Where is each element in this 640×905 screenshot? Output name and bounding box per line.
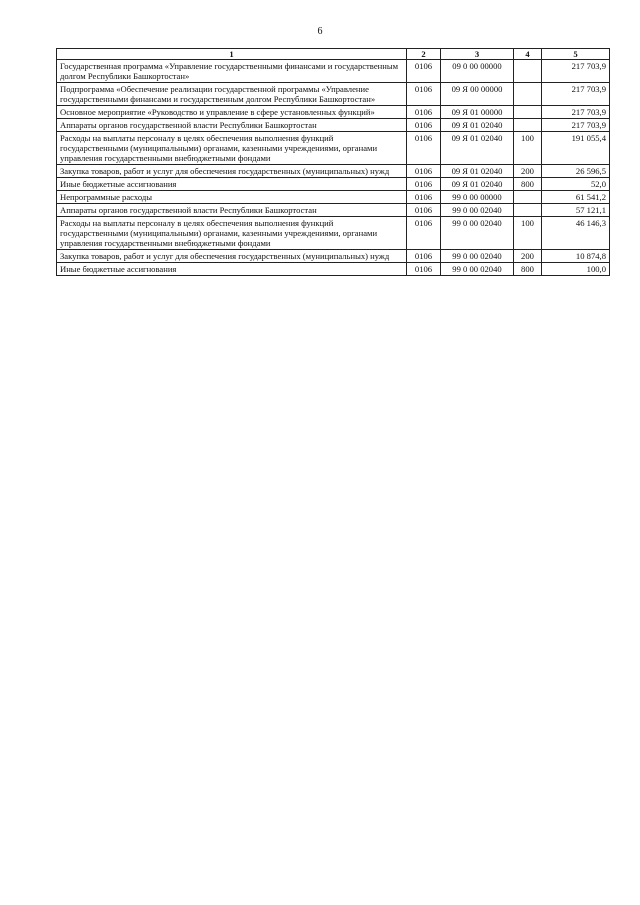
row-amount: 100,0 xyxy=(542,263,610,276)
row-section: 0106 xyxy=(407,132,441,165)
table-row xyxy=(57,132,610,165)
row-code: 99 0 00 00000 xyxy=(441,191,514,204)
row-section: 0106 xyxy=(407,250,441,263)
row-amount: 57 121,1 xyxy=(542,204,610,217)
page-number: 6 xyxy=(317,26,323,37)
table-row xyxy=(57,204,610,217)
row-section: 0106 xyxy=(407,119,441,132)
row-section: 0106 xyxy=(407,83,441,106)
row-section: 0106 xyxy=(407,217,441,250)
row-code: 99 0 00 02040 xyxy=(441,204,514,217)
row-name: Иные бюджетные ассигнования xyxy=(57,178,407,191)
table-row xyxy=(57,106,610,119)
row-name: Аппараты органов государственной власти Республики Башкортостан xyxy=(57,204,407,217)
row-code: 09 Я 01 00000 xyxy=(441,106,514,119)
row-code: 09 Я 01 02040 xyxy=(441,178,514,191)
row-name: Подпрограмма «Обеспечение реализации государственной программы «Управление государственными финансами и государственным долгом Республики Башкортостан» xyxy=(57,83,407,106)
row-amount: 191 055,4 xyxy=(542,132,610,165)
row-type: 800 xyxy=(514,263,542,276)
header-col-3: 3 xyxy=(441,49,514,60)
table-row xyxy=(57,178,610,191)
row-amount: 217 703,9 xyxy=(542,60,610,83)
table-row xyxy=(57,217,610,250)
row-name: Основное мероприятие «Руководство и управление в сфере установленных функций» xyxy=(57,106,407,119)
header-col-4: 4 xyxy=(514,49,542,60)
table-row xyxy=(57,83,610,106)
row-section: 0106 xyxy=(407,204,441,217)
table-row xyxy=(57,165,610,178)
row-code: 99 0 00 02040 xyxy=(441,263,514,276)
row-section: 0106 xyxy=(407,263,441,276)
row-code: 09 0 00 00000 xyxy=(441,60,514,83)
row-code: 09 Я 01 02040 xyxy=(441,132,514,165)
row-section: 0106 xyxy=(407,60,441,83)
row-amount: 61 541,2 xyxy=(542,191,610,204)
row-amount: 217 703,9 xyxy=(542,119,610,132)
row-type: 200 xyxy=(514,165,542,178)
row-code: 99 0 00 02040 xyxy=(441,250,514,263)
row-type xyxy=(514,106,542,119)
row-type xyxy=(514,191,542,204)
row-code: 09 Я 00 00000 xyxy=(441,83,514,106)
table-row xyxy=(57,250,610,263)
row-amount: 46 146,3 xyxy=(542,217,610,250)
table-row xyxy=(57,119,610,132)
row-type: 100 xyxy=(514,132,542,165)
table-header-row xyxy=(57,49,610,60)
row-name: Непрограммные расходы xyxy=(57,191,407,204)
row-name: Расходы на выплаты персоналу в целях обеспечения выполнения функций государственными (муниципальными) органами, казенными учреждениями, органами управления государственными внебюджетными фондами xyxy=(57,217,407,250)
row-name: Государственная программа «Управление государственными финансами и государственным долгом Республики Башкортостан» xyxy=(57,60,407,83)
row-type xyxy=(514,83,542,106)
row-section: 0106 xyxy=(407,165,441,178)
header-col-1: 1 xyxy=(57,49,407,60)
row-section: 0106 xyxy=(407,178,441,191)
row-name: Закупка товаров, работ и услуг для обеспечения государственных (муниципальных) нужд xyxy=(57,250,407,263)
table-row xyxy=(57,263,610,276)
table-row xyxy=(57,191,610,204)
row-amount: 217 703,9 xyxy=(542,83,610,106)
row-name: Иные бюджетные ассигнования xyxy=(57,263,407,276)
row-amount: 52,0 xyxy=(542,178,610,191)
row-type xyxy=(514,204,542,217)
header-col-5: 5 xyxy=(542,49,610,60)
row-name: Закупка товаров, работ и услуг для обеспечения государственных (муниципальных) нужд xyxy=(57,165,407,178)
row-section: 0106 xyxy=(407,106,441,119)
row-amount: 217 703,9 xyxy=(542,106,610,119)
row-type: 100 xyxy=(514,217,542,250)
header-col-2: 2 xyxy=(407,49,441,60)
row-type xyxy=(514,119,542,132)
row-code: 99 0 00 02040 xyxy=(441,217,514,250)
table-row xyxy=(57,60,610,83)
row-section: 0106 xyxy=(407,191,441,204)
row-name: Расходы на выплаты персоналу в целях обеспечения выполнения функций государственными (муниципальными) органами, казенными учреждениями, органами управления государственными внебюджетными фондами xyxy=(57,132,407,165)
row-type: 200 xyxy=(514,250,542,263)
row-type: 800 xyxy=(514,178,542,191)
budget-table xyxy=(56,48,610,276)
row-amount: 10 874,8 xyxy=(542,250,610,263)
row-amount: 26 596,5 xyxy=(542,165,610,178)
row-name: Аппараты органов государственной власти Республики Башкортостан xyxy=(57,119,407,132)
row-type xyxy=(514,60,542,83)
row-code: 09 Я 01 02040 xyxy=(441,165,514,178)
row-code: 09 Я 01 02040 xyxy=(441,119,514,132)
